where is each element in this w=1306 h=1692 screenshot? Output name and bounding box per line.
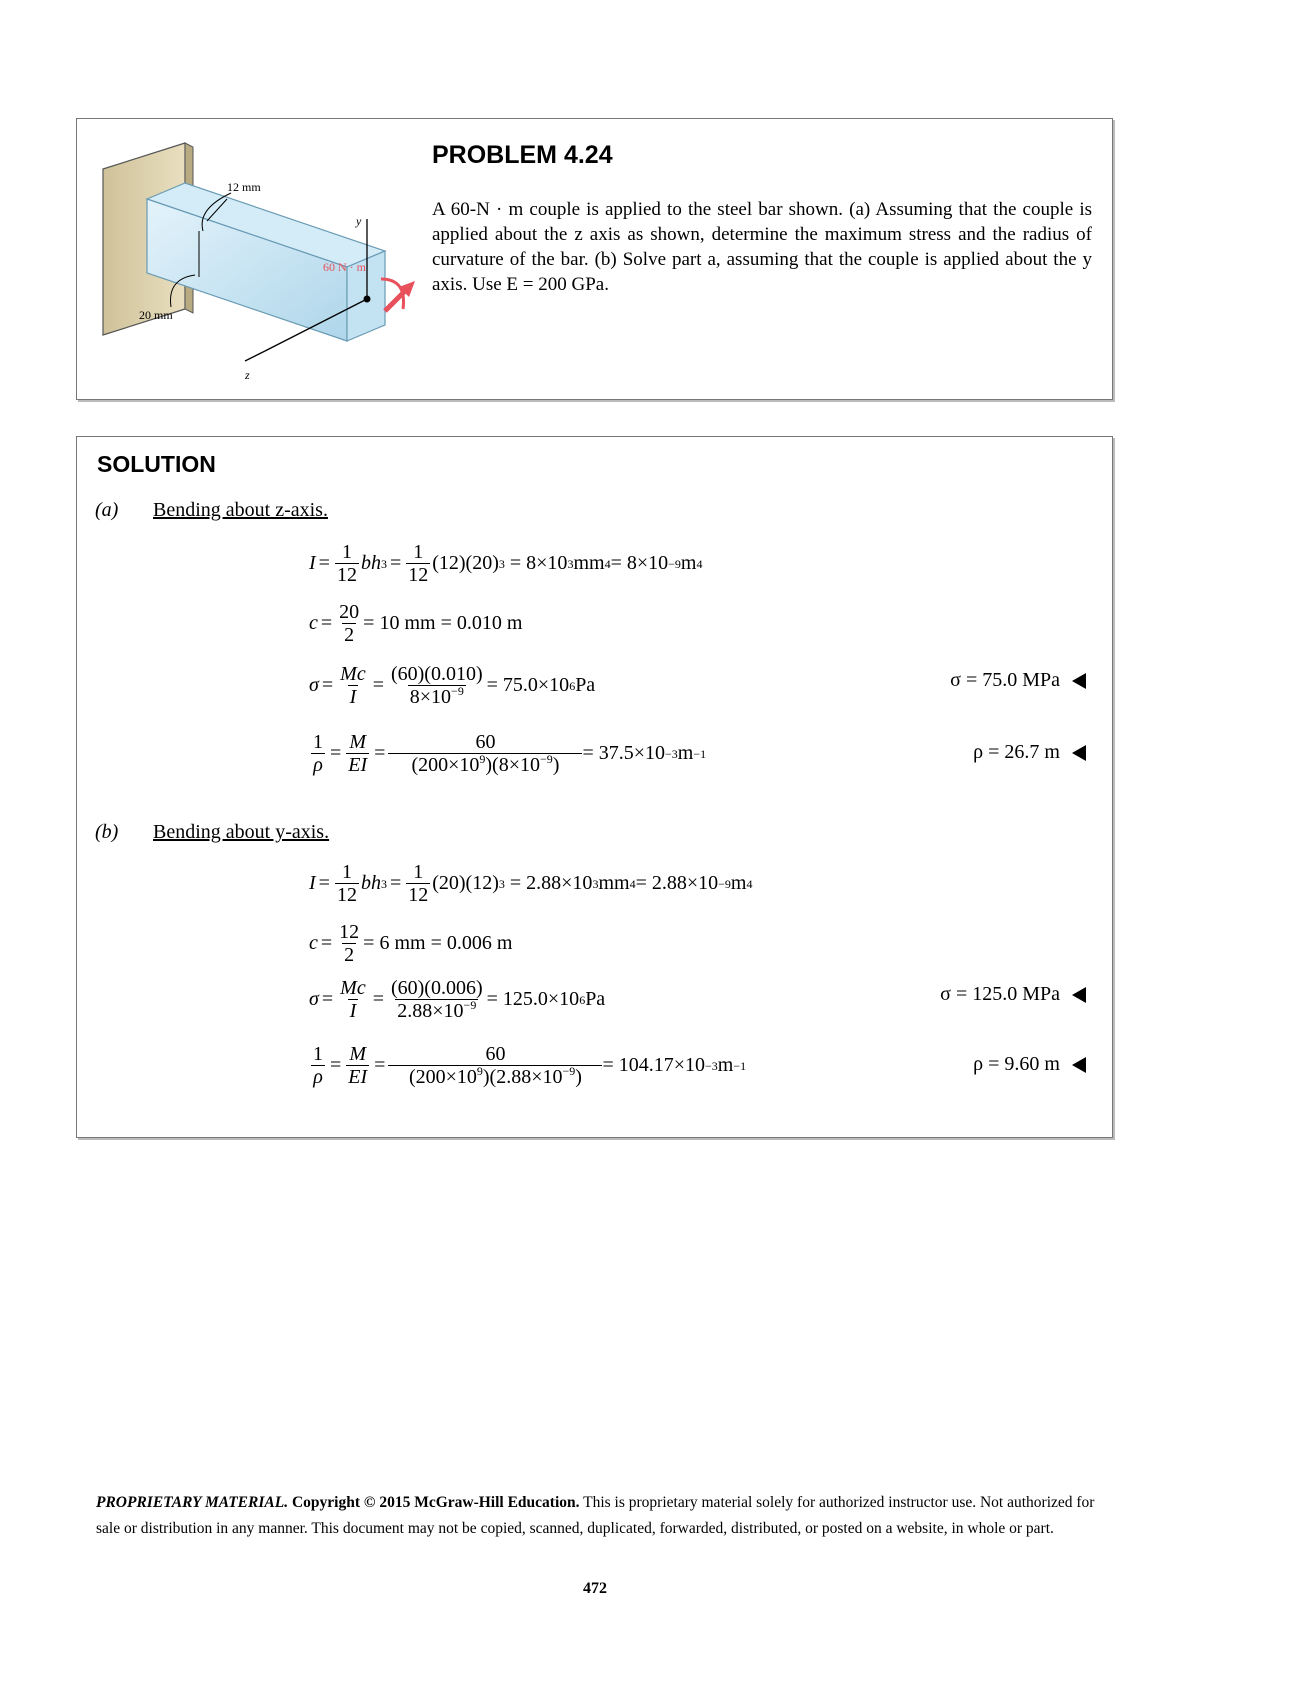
part-b-radius-answer: ρ = 9.60 m	[973, 1053, 1086, 1076]
part-a-stress-answer: σ = 75.0 MPa	[950, 669, 1086, 692]
part-b-stress-answer: σ = 125.0 MPa	[940, 983, 1086, 1006]
solution-title: SOLUTION	[97, 451, 216, 477]
part-b-c-equation: c = $\frac{12}{2}$ = 6 mm = 0.006 m	[309, 921, 513, 966]
part-a-stress-equation: σ = $\frac{Mc}{I}$ = $\frac{(60)(0.010)}{8\times 10^{-9}}$ = 75.0×10 6 Pa	[309, 663, 596, 708]
part-b-curvature-equation: $\frac{1}{\rho}$ = $\frac{M}{EI}$ = $\frac{60}{(200\times 10^9)(2.88\times 10^{-9})}$ = 104.17×10 −3 m −1	[313, 1043, 747, 1088]
problem-box	[76, 118, 1113, 400]
part-a-inertia-equation: I = $\frac{1}{12}$ bh 3 = $\frac{1}{12}$ (12)(20) 3 = 8×10 3 mm 4 = 8×10 −9 m 4	[309, 541, 703, 586]
top-dimension-label: 12 mm	[227, 180, 261, 194]
answer-marker-icon	[1072, 987, 1086, 1003]
answer-marker-icon	[1072, 745, 1086, 761]
z-axis-label: z	[245, 368, 250, 382]
page-number: 472	[583, 1580, 607, 1597]
steel-bar-figure	[85, 129, 425, 394]
footer-copyright: Copyright © 2015 McGraw-Hill Education.	[291, 1494, 580, 1511]
part-a-heading: Bending about z-axis.	[153, 499, 328, 521]
couple-label: 60 N · m	[323, 260, 366, 274]
part-b-inertia-equation: I = $\frac{1}{12}$ bh 3 = $\frac{1}{12}$ (20)(12) 3 = 2.88×10 3 mm 4 = 2.88×10 −9 m 4	[309, 861, 753, 906]
copyright-footer	[96, 1490, 1096, 1542]
y-axis-label: y	[356, 214, 362, 228]
side-dimension-label: 20 mm	[139, 308, 173, 322]
part-b-heading: Bending about y-axis.	[153, 821, 330, 843]
part-a-label: (a)	[95, 499, 119, 521]
part-b-label: (b)	[95, 821, 119, 843]
answer-marker-icon	[1072, 1057, 1086, 1073]
footer-lead: PROPRIETARY MATERIAL.	[96, 1494, 289, 1511]
problem-title: PROBLEM 4.24	[432, 141, 613, 169]
answer-marker-icon	[1072, 673, 1086, 689]
problem-statement: A 60-N · m couple is applied to the steel bar shown. (a) Assuming that the couple is applied about the z axis as shown, determine the maximum stress and the radius of curvature of the bar. (b) Solve part a, assuming that the couple is applied about the y axis. Use E = 200 GPa.	[432, 199, 1092, 295]
footer-notice: This is proprietary material solely for authorized instructor use. Not authorized for sale or distribution in any manner. This document may not be copied, scanned, duplicated, forwarded, distributed, or posted on a website, in whole or part.	[96, 1494, 1095, 1537]
part-a-c-equation: c = $\frac{20}{2}$ = 10 mm = 0.010 m	[309, 601, 523, 646]
solution-box	[76, 436, 1113, 1138]
part-a-radius-answer: ρ = 26.7 m	[973, 741, 1086, 764]
part-a-curvature-equation: $\frac{1}{\rho}$ = $\frac{M}{EI}$ = $\frac{60}{(200\times 10^9)(8\times 10^{-9})}$ = 37.5×10 −3 m −1	[313, 731, 707, 776]
part-b-stress-equation: σ = $\frac{Mc}{I}$ = $\frac{(60)(0.006)}{2.88\times 10^{-9}}$ = 125.0×10 6 Pa	[309, 977, 606, 1022]
